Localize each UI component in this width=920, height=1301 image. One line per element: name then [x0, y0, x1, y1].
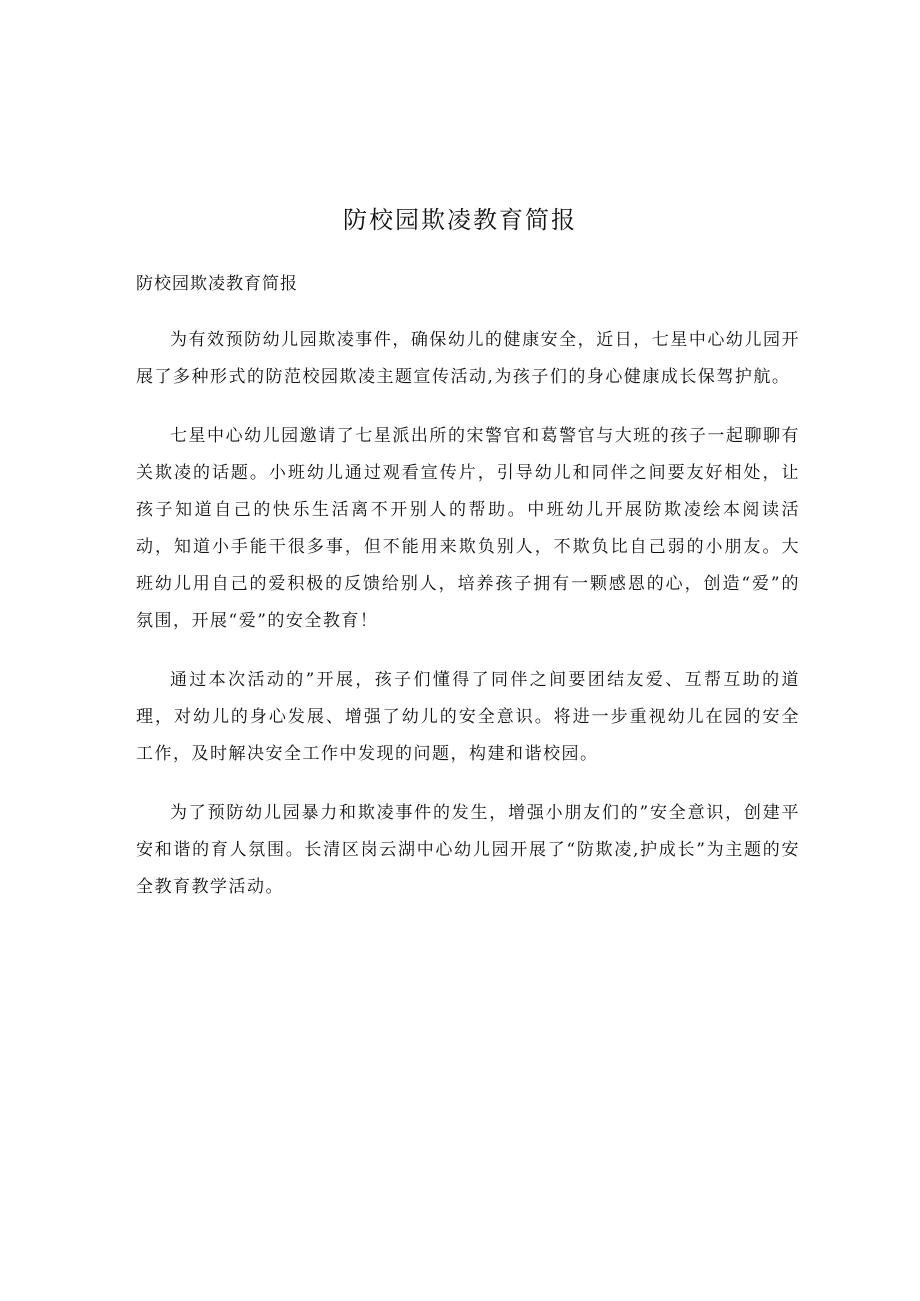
paragraph-activities: 七星中心幼儿园邀请了七星派出所的宋警官和葛警官与大班的孩子一起聊聊有关欺凌的话题。小班幼儿通过观看宣传片，引导幼儿和同伴之间要友好相处，让孩子知道自己的快乐生活离不开别人的帮助。中班幼儿开展防欺凌绘本阅读活动，知道小手能干很多事，但不能用来欺负别人，不欺负比自己弱的小朋友。大班幼儿用自己的爱积极的反馈给别人，培养孩子拥有一颗感恩的心，创造“爱”的氛围，开展“爱”的安全教育！	[136, 426, 800, 631]
paragraph-closing: 为了预防幼儿园暴力和欺凌事件的发生，增强小朋友们的”安全意识，创建平安和谐的育人氛围。长清区岗云湖中心幼儿园开展了“防欺凌,护成长”为主题的安全教育教学活动。	[136, 803, 800, 897]
document-body	[136, 322, 800, 928]
paragraph-intro: 为有效预防幼儿园欺凌事件，确保幼儿的健康安全，近日，七星中心幼儿园开展了多种形式的防范校园欺凌主题宣传活动,为孩子们的身心健康成长保驾护航。	[136, 330, 800, 387]
paragraph-outcome: 通过本次活动的”开展，孩子们懂得了同伴之间要团结友爱、互帮互助的道理，对幼儿的身心发展、增强了幼儿的安全意识。将进一步重视幼儿在园的安全工作，及时解决安全工作中发现的问题，构建和谐校园。	[136, 670, 800, 764]
document-title: 防校园欺凌教育简报	[343, 206, 577, 234]
document-subtitle: 防校园欺凌教育简报	[136, 274, 298, 294]
